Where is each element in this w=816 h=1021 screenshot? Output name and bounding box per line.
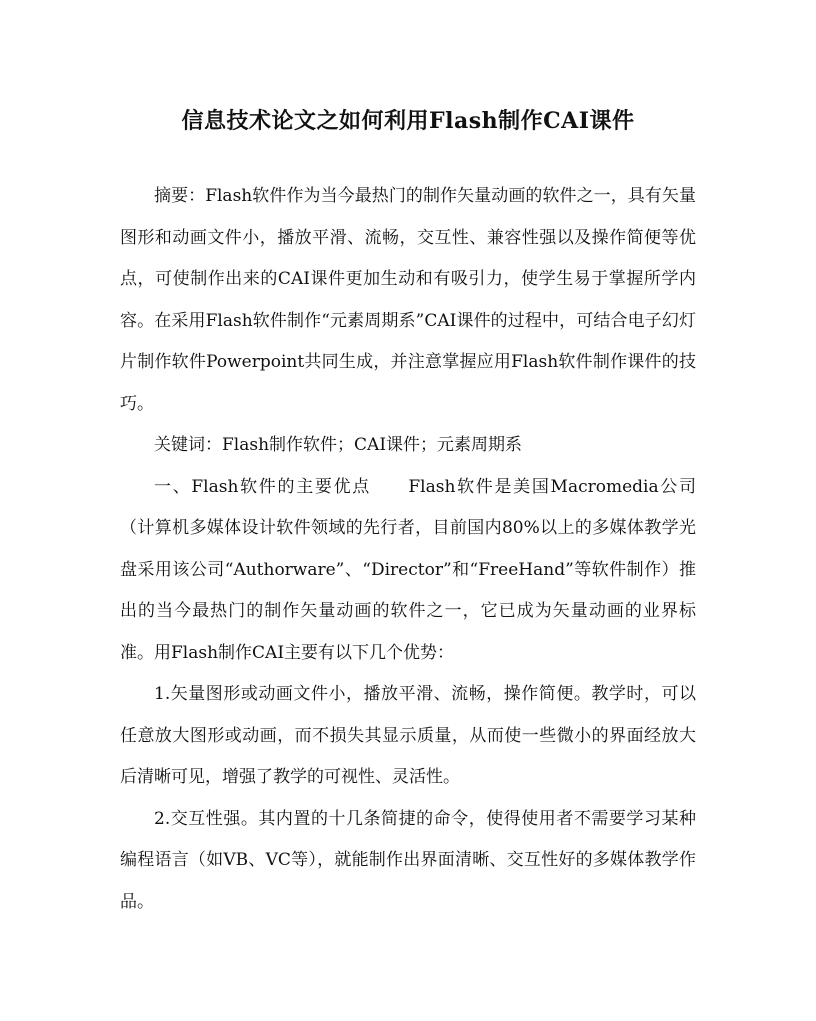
point-one-paragraph: 1.矢量图形或动画文件小，播放平滑、流畅，操作简便。教学时，可以任意放大图形或动画，而不损失其显示质量，从而使一些微小的界面经放大后清晰可见，增强了教学的可视性、灵活性。 xyxy=(120,684,696,787)
document-body xyxy=(120,176,696,923)
abstract-paragraph: 摘要：Flash软件作为当今最热门的制作矢量动画的软件之一，具有矢量图形和动画文件小，播放平滑、流畅，交互性、兼容性强以及操作简便等优点，可使制作出来的CAI课件更加生动和有吸引力，使学生易于掌握所学内容。在采用Flash软件制作“元素周期系”CAI课件的过程中，可结合电子幻灯片制作软件Powerpoint共同生成，并注意掌握应用Flash软件制作课件的技巧。 xyxy=(120,186,696,414)
section-one-paragraph: 一、Flash软件的主要优点 Flash软件是美国Macromedia公司（计算机多媒体设计软件领域的先行者，目前国内80%以上的多媒体教学光盘采用该公司“Authorware”、“Director”和“FreeHand”等软件制作）推出的当今最热门的制作矢量动画的软件之一，它已成为矢量动画的业界标准。用Flash制作CAI主要有以下几个优势： xyxy=(120,476,696,663)
document-title: 信息技术论文之如何利用Flash制作CAI课件 xyxy=(181,108,635,134)
keywords-paragraph: 关键词：Flash制作软件；CAI课件；元素周期系 xyxy=(154,435,523,455)
point-two-paragraph: 2.交互性强。其内置的十几条简捷的命令，使得使用者不需要学习某种编程语言（如VB、VC等），就能制作出界面清晰、交互性好的多媒体教学作品。 xyxy=(120,808,696,912)
